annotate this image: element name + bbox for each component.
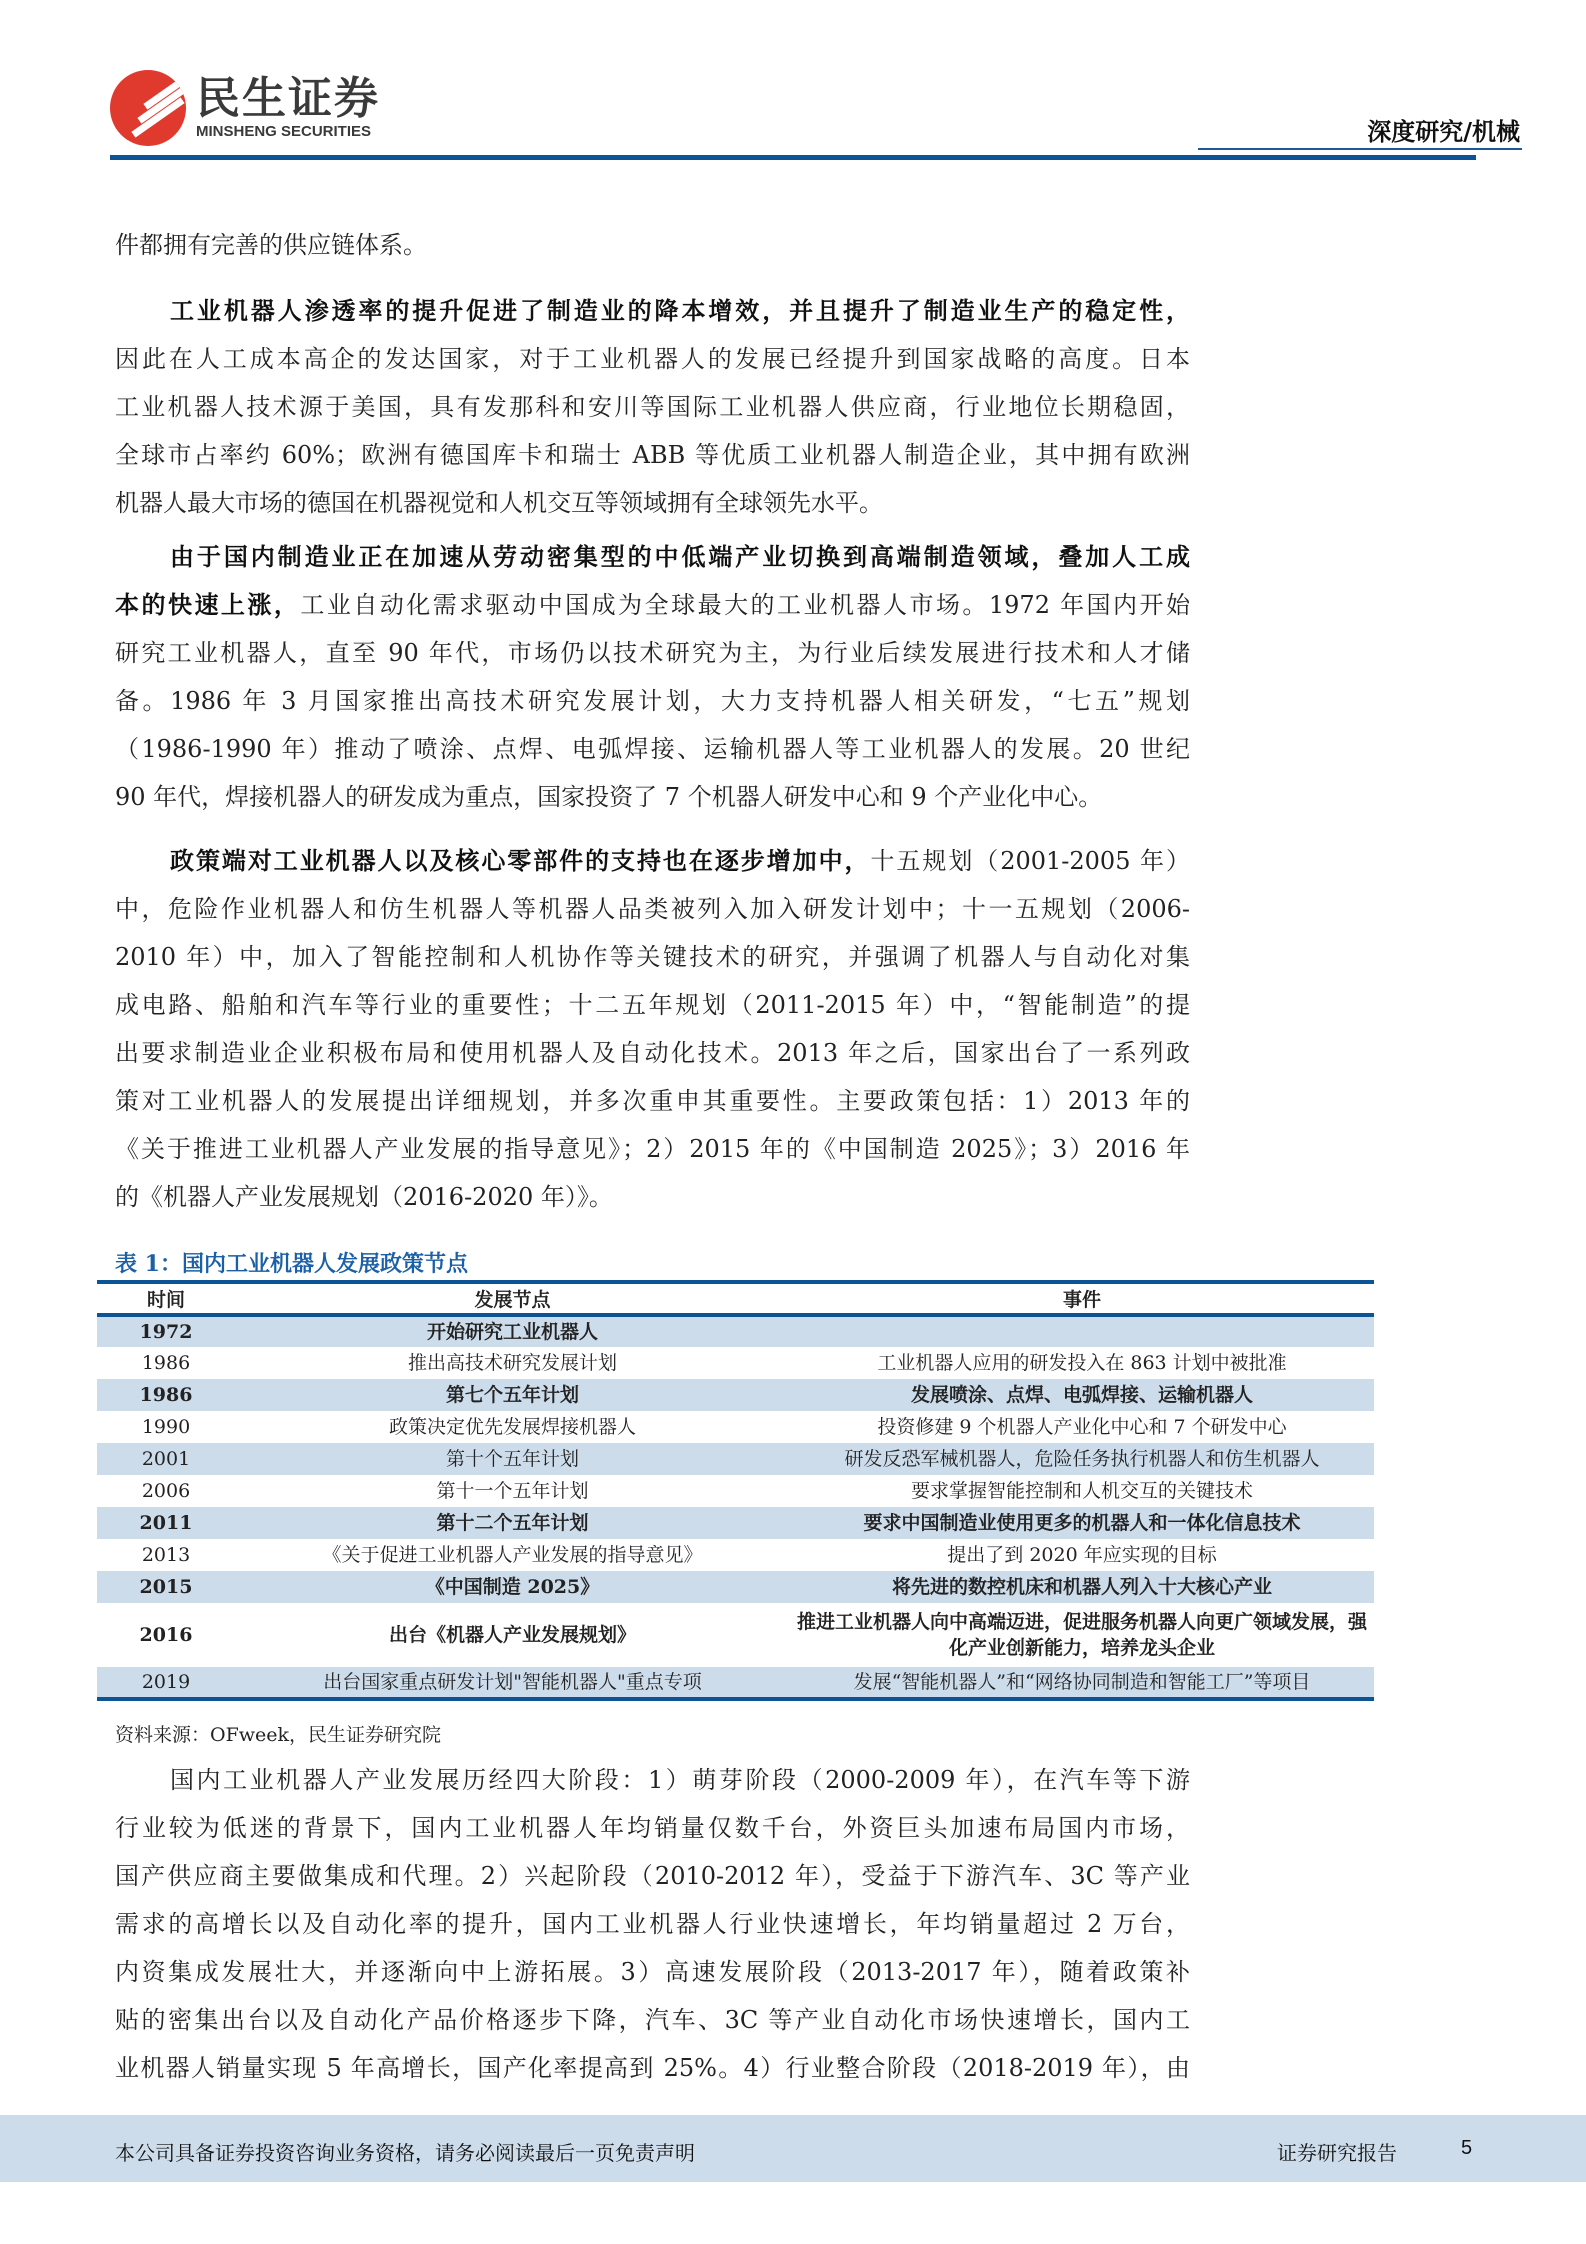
company-logo (110, 70, 380, 146)
table-title: 表 1：国内工业机器人发展政策节点 (115, 1251, 468, 1277)
cell-time: 2015 (97, 1571, 235, 1603)
cell-event: 研发反恐军械机器人，危险任务执行机器人和仿生机器人 (790, 1443, 1374, 1475)
column-header-event: 事件 (1062, 1289, 1101, 1311)
header-divider (110, 155, 1476, 160)
cell-event: 工业机器人应用的研发投入在 863 计划中被批准 (877, 1352, 1287, 1374)
paragraph-line (115, 590, 1190, 620)
paragraph-line (115, 1038, 1190, 1068)
bold-text: 本的快速上涨， (115, 590, 301, 619)
logo-english-name: MINSHENG SECURITIES (196, 123, 372, 140)
cell-event: 发展“智能机器人”和“网络协同制造和智能工厂”等项目 (790, 1667, 1374, 1699)
line-text: 行业较为低迷的背景下，国内工业机器人年均销量仅数千台，外资巨头加速布局国内市场， (115, 1814, 1190, 1842)
paragraph-line (115, 846, 1190, 876)
logo-chinese-name: 民生证券 (196, 74, 380, 123)
table-row (97, 1539, 1374, 1571)
line-text: 研究工业机器人，直至 90 年代，市场仍以技术研究为主，为行业后续发展进行技术和人才储 (115, 639, 1190, 667)
line-text: 90 年代，焊接机器人的研发成为重点，国家投资了 7 个机器人研发中心和 9 个产业化中心。 (115, 783, 1103, 811)
table-header-row (97, 1282, 1374, 1315)
paragraph-line (115, 894, 1190, 924)
cell-event: 推进工业机器人向中高端迈进，促进服务机器人向更广领域发展，强化产业创新能力，培养龙头企业 (796, 1611, 1367, 1659)
paragraph-line (115, 1134, 1190, 1164)
line-text: 工业自动化需求驱动中国成为全球最大的工业机器人市场。1972 年国内开始 (300, 591, 1190, 619)
line-text: 国产供应商主要做集成和代理。2）兴起阶段（2010-2012 年），受益于下游汽车、3C 等产业 (115, 1862, 1190, 1890)
line-text: 全球市占率约 60%；欧洲有德国库卡和瑞士 ABB 等优质工业机器人制造企业，其中拥有欧洲 (115, 441, 1190, 469)
paragraph-line (115, 942, 1190, 972)
cell-milestone: 《关于促进工业机器人产业发展的指导意见》 (322, 1544, 703, 1566)
cell-time: 1986 (141, 1352, 191, 1374)
paragraph-line (115, 2053, 1190, 2083)
cell-event: 要求中国制造业使用更多的机器人和一体化信息技术 (790, 1507, 1374, 1539)
column-header-milestone: 发展节点 (474, 1289, 551, 1311)
paragraph-line (115, 1182, 1190, 1212)
line-text: 成电路、船舶和汽车等行业的重要性；十二五年规划（2011-2015 年）中，“智能制造”的提 (115, 991, 1190, 1019)
cell-milestone: 政策决定优先发展焊接机器人 (388, 1416, 636, 1438)
paragraph-line (115, 296, 1190, 326)
paragraph-line (115, 542, 1190, 572)
cell-time: 1986 (97, 1379, 235, 1411)
table-row (97, 1315, 1374, 1347)
cell-milestone: 出台国家重点研发计划"智能机器人"重点专项 (235, 1667, 790, 1699)
table-row (97, 1667, 1374, 1699)
cell-milestone: 第十个五年计划 (235, 1443, 790, 1475)
cell-milestone: 第七个五年计划 (235, 1379, 790, 1411)
table-row (97, 1347, 1374, 1379)
paragraph-line (115, 2005, 1190, 2035)
line-text: 工业机器人技术源于美国，具有发那科和安川等国际工业机器人供应商，行业地位长期稳固， (115, 393, 1190, 421)
line-text: 因此在人工成本高企的发达国家，对于工业机器人的发展已经提升到国家战略的高度。日本 (115, 345, 1190, 373)
bold-text: 工业机器人渗透率的提升促进了制造业的降本增效，并且提升了制造业生产的稳定性， (170, 296, 1190, 325)
cell-milestone: 第十二个五年计划 (235, 1507, 790, 1539)
line-text: 策对工业机器人的发展提出详细规划，并多次重申其重要性。主要政策包括：1）2013 年的 (115, 1087, 1190, 1115)
paragraph-line (115, 782, 1190, 812)
paragraph-line (115, 1909, 1190, 1939)
cell-time: 2019 (97, 1667, 235, 1699)
paragraph-line (115, 1765, 1190, 1795)
line-text: 2010 年）中，加入了智能控制和人机协作等关键技术的研究，并强调了机器人与自动化对集 (115, 943, 1190, 971)
cell-milestone: 《中国制造 2025》 (235, 1571, 790, 1603)
line-text: 内资集成发展壮大，并逐渐向中上游拓展。3）高速发展阶段（2013-2017 年），随着政策补 (115, 1958, 1190, 1986)
footer-disclaimer: 本公司具备证券投资咨询业务资格，请务必阅读最后一页免责声明 (115, 2143, 695, 2165)
line-text: 出要求制造业企业积极布局和使用机器人及自动化技术。2013 年之后，国家出台了一系列政 (115, 1039, 1190, 1067)
cell-milestone: 第十一个五年计划 (436, 1480, 589, 1502)
table-row (97, 1507, 1374, 1539)
cell-milestone: 推出高技术研究发展计划 (407, 1352, 617, 1374)
table-row (97, 1379, 1374, 1411)
cell-event (790, 1315, 1374, 1347)
footer-report-type: 证券研究报告 (1277, 2143, 1397, 2165)
paragraph-line (115, 1957, 1190, 1987)
line-text: 备。1986 年 3 月国家推出高技术研究发展计划，大力支持机器人相关研发，“七五”规划 (115, 687, 1190, 715)
line-text: 中，危险作业机器人和仿生机器人等机器人品类被列入加入研发计划中；十一五规划（2006- (115, 895, 1190, 923)
line-text: 国内工业机器人产业发展历经四大阶段：1）萌芽阶段（2000-2009 年），在汽车等下游 (170, 1766, 1190, 1794)
cell-event: 要求掌握智能控制和人机交互的关键技术 (910, 1480, 1253, 1502)
line-text: 机器人最大市场的德国在机器视觉和人机交互等领域拥有全球领先水平。 (115, 489, 883, 517)
cell-event: 将先进的数控机床和机器人列入十大核心产业 (790, 1571, 1374, 1603)
paragraph-line (115, 230, 1190, 260)
paragraph-line (115, 1813, 1190, 1843)
line-text: 的《机器人产业发展规划（2016-2020 年）》。 (115, 1183, 613, 1211)
cell-time: 1990 (141, 1416, 191, 1438)
table-row (97, 1411, 1374, 1443)
policy-table (97, 1280, 1374, 1701)
cell-time: 2011 (97, 1507, 235, 1539)
column-header-time: 时间 (146, 1289, 185, 1311)
paragraph-line (115, 734, 1190, 764)
cell-event: 投资修建 9 个机器人产业化中心和 7 个研发中心 (877, 1416, 1287, 1438)
paragraph-line (115, 392, 1190, 422)
table-row (97, 1571, 1374, 1603)
bold-text: 由于国内制造业正在加速从劳动密集型的中低端产业切换到高端制造领域，叠加人工成 (170, 542, 1190, 571)
line-text: 业机器人销量实现 5 年高增长，国产化率提高到 25%。4）行业整合阶段（2018-2019 年），由 (115, 2054, 1190, 2082)
line-text: 需求的高增长以及自动化率的提升，国内工业机器人行业快速增长，年均销量超过 2 万台， (115, 1910, 1190, 1938)
line-text: 《关于推进工业机器人产业发展的指导意见》；2）2015 年的《中国制造 2025》；3）2016 年 (115, 1135, 1190, 1163)
line-text: 件都拥有完善的供应链体系。 (115, 231, 427, 259)
line-text: 十五规划（2001-2005 年） (870, 847, 1190, 875)
table-row (97, 1603, 1374, 1667)
cell-time: 2006 (141, 1480, 191, 1502)
paragraph-line (115, 686, 1190, 716)
paragraph-line (115, 440, 1190, 470)
paragraph-line (115, 990, 1190, 1020)
logo-emblem-icon (110, 70, 186, 146)
paragraph-line (115, 1086, 1190, 1116)
page-number: 5 (1461, 2137, 1473, 2159)
table-row (97, 1475, 1374, 1507)
paragraph-line (115, 1861, 1190, 1891)
line-text: （1986-1990 年）推动了喷涂、点焊、电弧焊接、运输机器人等工业机器人的发展。20 世纪 (115, 735, 1190, 763)
cell-time: 2016 (139, 1624, 193, 1646)
cell-event: 发展喷涂、点焊、电弧焊接、运输机器人 (790, 1379, 1374, 1411)
cell-event: 提出了到 2020 年应实现的目标 (947, 1544, 1217, 1566)
cell-time: 1972 (97, 1315, 235, 1347)
cell-milestone: 开始研究工业机器人 (235, 1315, 790, 1347)
paragraph-line (115, 488, 1190, 518)
bold-text: 政策端对工业机器人以及核心零部件的支持也在逐步增加中， (170, 846, 871, 875)
table-row (97, 1443, 1374, 1475)
paragraph-line (115, 344, 1190, 374)
cell-milestone: 出台《机器人产业发展规划》 (388, 1624, 636, 1646)
page-footer (0, 2115, 1586, 2182)
cell-time: 2001 (97, 1443, 235, 1475)
header-accent-line (1198, 148, 1522, 150)
paragraph-line (115, 638, 1190, 668)
report-category: 深度研究/机械 (1367, 117, 1520, 146)
line-text: 贴的密集出台以及自动化产品价格逐步下降，汽车、3C 等产业自动化市场快速增长，国内工 (115, 2006, 1190, 2034)
cell-time: 2013 (141, 1544, 191, 1566)
table-source: 资料来源：OFweek，民生证券研究院 (115, 1724, 442, 1746)
